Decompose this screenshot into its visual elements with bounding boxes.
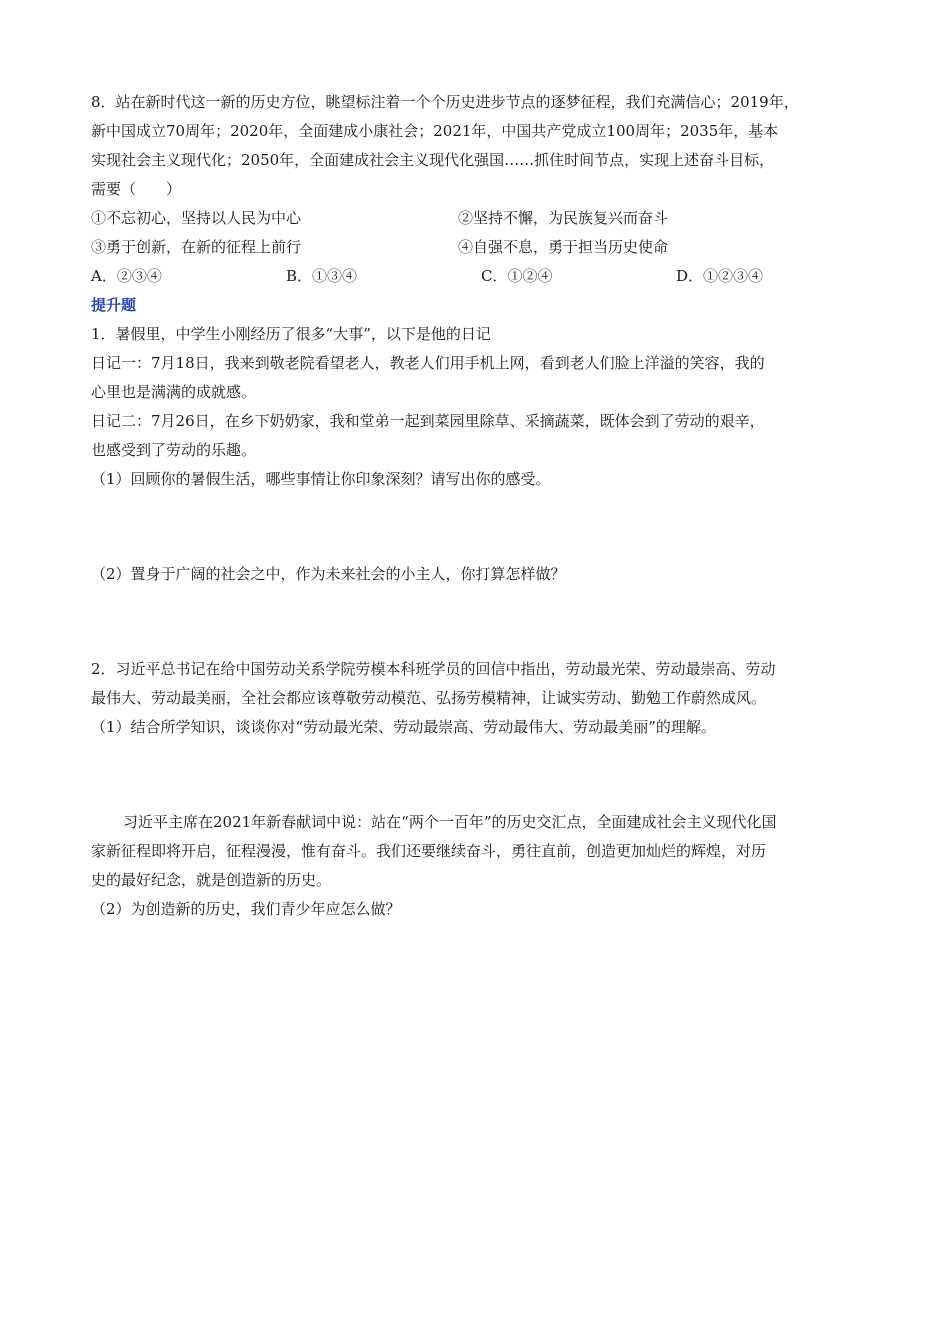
choice-row bbox=[91, 262, 871, 291]
question-8-line-3: 实现社会主义现代化；2050年，全面建成社会主义现代化强国……抓住时间节点，实现上述奋斗目标， bbox=[91, 151, 775, 169]
section-heading: 提升题 bbox=[91, 296, 137, 314]
question-8-line-1: 8．站在新时代这一新的历史方位，眺望标注着一个个历史进步节点的逐梦征程，我们充满信心；2019年， bbox=[91, 93, 799, 111]
statement-3: ③勇于创新，在新的征程上前行 bbox=[91, 238, 302, 256]
problem-2-line-1: 2．习近平总书记在给中国劳动关系学院劳模本科班学员的回信中指出，劳动最光荣、劳动最崇高、劳动 bbox=[91, 660, 776, 678]
problem-2-material-line-2: 家新征程即将开启，征程漫漫，惟有奋斗。我们还要继续奋斗，勇往直前，创造更加灿烂的辉煌，对历 bbox=[91, 842, 767, 860]
problem-1-line-2: 日记一：7月18日，我来到敬老院看望老人，教老人们用手机上网，看到老人们脸上洋溢的笑容，我的 bbox=[91, 354, 765, 372]
problem-2-sub-2: （2）为创造新的历史，我们青少年应怎么做？ bbox=[91, 900, 401, 918]
answer-space bbox=[91, 742, 871, 808]
problem-2-material-line-1: 习近平主席在2021年新春献词中说：站在“两个一百年”的历史交汇点，全面建成社会主义现代化国 bbox=[123, 813, 777, 831]
worksheet-page bbox=[91, 88, 871, 924]
statement-2: ②坚持不懈，为民族复兴而奋斗 bbox=[458, 209, 669, 227]
choice-d: D．①②③④ bbox=[676, 267, 764, 285]
choice-a: A．②③④ bbox=[91, 267, 162, 285]
problem-1-line-1: 1．暑假里，中学生小刚经历了很多“大事”，以下是他的日记 bbox=[91, 325, 491, 343]
problem-1-sub-1: （1）回顾你的暑假生活，哪些事情让你印象深刻？请写出你的感受。 bbox=[91, 470, 551, 488]
choice-c: C．①②④ bbox=[481, 267, 553, 285]
statement-1: ①不忘初心，坚持以人民为中心 bbox=[91, 209, 302, 227]
problem-2 bbox=[91, 655, 871, 924]
problem-2-sub-1: （1）结合所学知识，谈谈你对“劳动最光荣、劳动最崇高、劳动最伟大、劳动最美丽”的理解。 bbox=[91, 718, 716, 736]
answer-space bbox=[91, 589, 871, 655]
question-8-line-4: 需要（ ） bbox=[91, 180, 182, 198]
problem-2-material-line-3: 史的最好纪念，就是创造新的历史。 bbox=[91, 871, 332, 889]
problem-1 bbox=[91, 320, 871, 655]
statement-4: ④自强不息，勇于担当历史使命 bbox=[458, 238, 669, 256]
statement-row-1 bbox=[91, 204, 871, 233]
problem-2-line-2: 最伟大、劳动最美丽，全社会都应该尊敬劳动模范、弘扬劳模精神，让诚实劳动、勤勉工作蔚然成风。 bbox=[91, 689, 767, 707]
problem-1-sub-2: （2）置身于广阔的社会之中，作为未来社会的小主人，你打算怎样做？ bbox=[91, 565, 566, 583]
question-8-line-2: 新中国成立70周年；2020年，全面建成小康社会；2021年，中国共产党成立100周年；2035年，基本 bbox=[91, 122, 779, 140]
problem-1-line-3: 心里也是满满的成就感。 bbox=[91, 383, 257, 401]
problem-1-line-4: 日记二：7月26日，在乡下奶奶家，我和堂弟一起到菜园里除草、采摘蔬菜，既体会到了劳动的艰辛， bbox=[91, 412, 765, 430]
problem-1-line-5: 也感受到了劳动的乐趣。 bbox=[91, 441, 257, 459]
question-8 bbox=[91, 88, 871, 291]
statement-row-2 bbox=[91, 233, 871, 262]
choice-b: B．①③④ bbox=[286, 267, 358, 285]
answer-space bbox=[91, 494, 871, 560]
